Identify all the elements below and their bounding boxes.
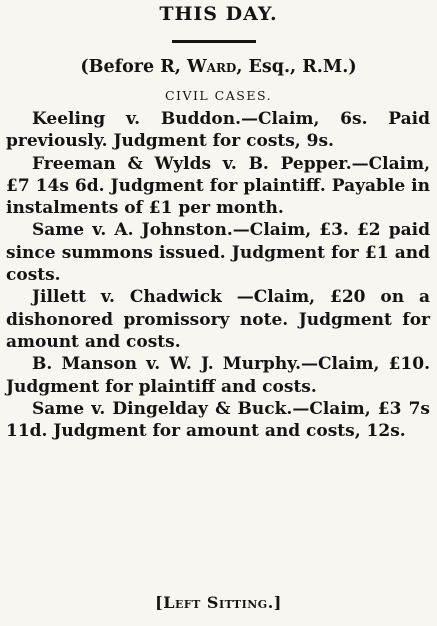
case-paragraph: Same v. Dingelday & Buck.—Claim, £3 7s 11d. Judgment for amount and costs, 12s. (6, 398, 430, 442)
column-heading: THIS DAY. (159, 3, 278, 25)
section-subheading: CIVIL CASES. (164, 88, 273, 103)
court-suffix: Esq., R.M.) (248, 57, 357, 77)
case-paragraph: B. Manson v. W. J. Murphy.—Claim, £10. Judgment for plaintiff and costs. (6, 354, 430, 397)
heading-rule (172, 40, 256, 43)
footer-text: [Left Sitting.] (155, 593, 282, 612)
magistrate-name: Ward, (186, 57, 243, 77)
left-sitting-note (0, 592, 437, 614)
court-line (0, 56, 437, 78)
case-paragraph: Same v. A. Johnston.—Claim, £3. £2 paid since summons issued. Judgment for £1 and costs. (6, 220, 430, 286)
case-paragraph: Freeman & Wylds v. B. Pepper.—Claim, £7 14s 6d. Judgment for plaintiff. Payable in instalments of £1 per month. (6, 153, 430, 219)
case-paragraph: Jillett v. Chadwick —Claim, £20 on a dishonored promissory note. Judgment for amount and costs. (6, 287, 430, 352)
cases-list (6, 108, 430, 442)
case-paragraph: Keeling v. Buddon.—Claim, 6s. Paid previously. Judgment for costs, 9s. (6, 109, 430, 152)
court-before-prefix: (Before (80, 57, 155, 77)
magistrate-initial: R, (160, 57, 181, 77)
